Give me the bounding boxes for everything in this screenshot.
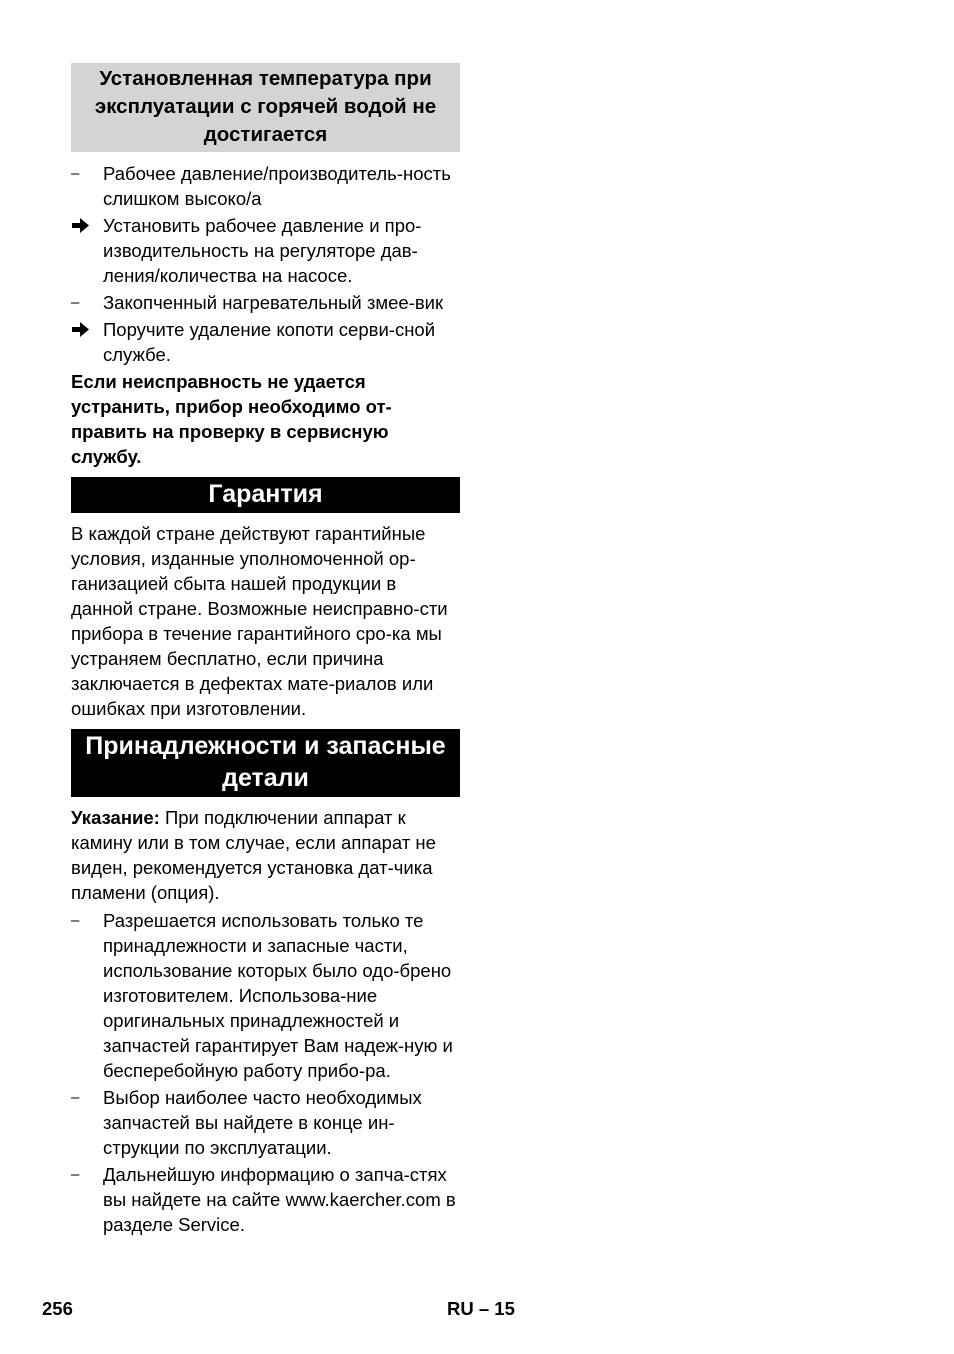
list-item	[71, 161, 460, 211]
list-item	[71, 1162, 460, 1237]
list-item	[71, 908, 460, 1083]
list-item-text: Закопченный нагревательный змее-вик	[103, 292, 444, 313]
section-heading-warranty: Гарантия	[71, 477, 460, 513]
note-text: При подключении аппарат к камину или в том случае, если аппарат не виден, рекомендуется установка дат-чика пламени (опция).	[71, 807, 436, 903]
dash-bullet-icon: –	[71, 1089, 80, 1106]
dash-bullet-icon: –	[71, 912, 80, 929]
list-item-text: Разрешается использовать только те принадлежности и запасные части, использование которых было одо-брено изготовителем. Использова-ние оригинальных принадлежностей и запчастей гарантирует Вам надеж-ную и бесперебойную работу прибо-ра.	[103, 910, 453, 1081]
dash-bullet-icon: –	[71, 294, 80, 311]
section-heading-hot-water-temperature: Установленная температура при эксплуатации с горячей водой не достигается	[71, 63, 460, 152]
section-heading-accessories: Принадлежности и запасные детали	[71, 729, 460, 797]
dash-bullet-icon: –	[71, 1166, 80, 1183]
list-item-text: Рабочее давление/производитель-ность слишком высоко/а	[103, 163, 451, 209]
list-item	[71, 290, 460, 315]
list-item	[71, 317, 460, 367]
list-item-text: Поручите удаление копоти серви-сной службе.	[103, 319, 436, 365]
list-item	[71, 1085, 460, 1160]
service-note: Если неисправность не удается устранить, прибор необходимо от-править на проверку в сервисную службу.	[71, 371, 392, 467]
list-item	[71, 213, 460, 288]
list-item-text: Выбор наиболее часто необходимых запчастей вы найдете в конце ин-струкции по эксплуатации.	[103, 1087, 422, 1158]
warranty-paragraph: В каждой стране действуют гарантийные условия, изданные уполномоченной ор-ганизацией сбыта нашей продукции в данной стране. Возможные неисправно-сти прибора в течение гарантийного сро-ка мы устраняем бесплатно, если причина заключается в дефектах мате-риалов или ошибках при изготовлении.	[71, 523, 448, 719]
list-item-text: Установить рабочее давление и про-изводительность на регуляторе дав-ления/количества на насосе.	[103, 215, 422, 286]
page-number: 256	[42, 1298, 73, 1319]
note-label: Указание:	[71, 807, 160, 828]
accessories-note	[71, 805, 460, 905]
page-label: RU – 15	[447, 1298, 515, 1319]
content-column	[71, 63, 460, 1239]
dash-bullet-icon: –	[71, 165, 80, 182]
list-item-text: Дальнейшую информацию о запча-стях вы найдете на сайте www.kaercher.com в разделе Service.	[103, 1164, 456, 1235]
